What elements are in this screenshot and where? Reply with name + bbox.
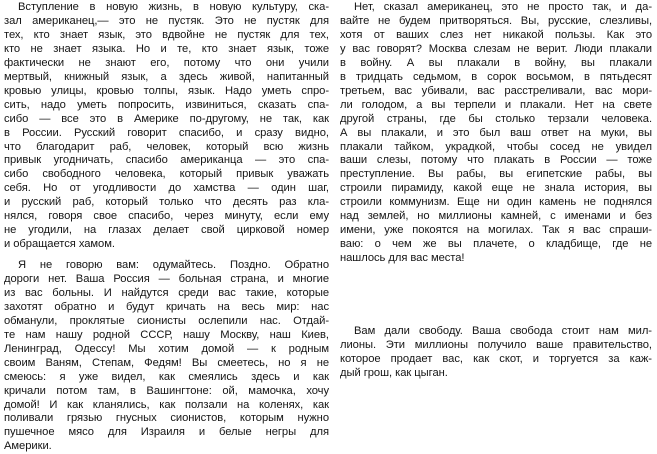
text-line: те нам нашу родной СССР, нашу Москву, наш Киев,: [4, 328, 329, 341]
text-line: нялся, говоря свое спасибо, через минуту, если ему: [4, 210, 329, 223]
text-line: сибо свободного человека, который привык уважать: [4, 168, 329, 181]
text-line: Я не говорю вам: одумайтесь. Поздно. Обратно: [18, 259, 329, 271]
text-line: зал американец,— это не пустяк. Это не пустяк для: [4, 14, 329, 27]
text-line: Ленинград, Одессу! Мы хотим домой — к родным: [4, 342, 329, 355]
text-line: и русский раб, который только что десять раз кла-: [4, 196, 329, 209]
text-line: ваши слезы, потому что плакать в России — тоже: [340, 154, 652, 167]
right-paragraph-1: [340, 1, 652, 266]
text-line: обманули, проклятые сионисты ослепили нас. Отдай-: [4, 314, 329, 327]
text-line: строили коммунизм. Еще ни один камень не поднялся: [340, 196, 652, 209]
text-line: третьем, вас убивали, вас расстреливали, вас мори-: [340, 84, 652, 97]
text-line: сить, надо уметь попросить, извиниться, сказать спа-: [4, 98, 329, 111]
text-line: у вас говорят? Москва слезам не верит. Люди плакали: [340, 42, 652, 55]
right-paragraph-2: [340, 325, 652, 381]
text-line: мертвый, книжный язык, а здесь живой, напитанный: [4, 70, 329, 83]
text-line: в тридцать седьмом, в сорок восьмом, в пятьдесят: [340, 70, 652, 83]
text-line: плакали тайком, украдкой, чтобы сосед не увидел: [340, 140, 652, 153]
left-paragraph-1: [4, 1, 329, 252]
text-line: имени, уже покоятся на могилах. Так я вас спраши-: [340, 224, 652, 237]
text-line: в России. Русский говорит спасибо, и сразу видно,: [4, 126, 329, 139]
text-line: кто не знает языка. Но и те, кто знает язык, тоже: [4, 42, 329, 55]
text-line: Вступление в новую жизнь, в новую культуру, ска-: [18, 1, 329, 13]
text-line: нашлось для вас места!: [340, 252, 465, 265]
text-line: лионы. Эти миллионы получило ваше правительство,: [340, 338, 652, 351]
text-line: хотя от ваших слез нет никакой пользы. Как это: [340, 28, 652, 41]
text-line: вайте не будем притворяться. Вы, русские, слезливы,: [340, 14, 652, 27]
text-line: Вам дали свободу. Ваша свобода стоит нам мил-: [354, 325, 652, 337]
text-line: строили пирамиду, какой еще не знала история, вы: [340, 182, 652, 195]
text-line: Нет, сказал американец, это не просто так, и да-: [354, 1, 652, 13]
text-line: дороги нет. Ваша Россия — больная страна, и многие: [4, 272, 329, 285]
text-line: поливали грязью гнусных сионистов, которым нужно: [4, 412, 329, 425]
text-line: над землей, но миллионы камней, с именами и без: [340, 210, 652, 223]
text-line: себя. Но от угодливости до хамства — один шаг,: [4, 182, 329, 195]
text-line: из вас больны. И найдутся среди вас такие, которые: [4, 286, 329, 299]
left-paragraph-2: [4, 259, 329, 454]
text-line: ваю: о чем же вы плачете, о кладбище, где не: [340, 238, 652, 251]
text-line: фактически не знают его, потому что они учили: [4, 56, 329, 69]
text-line: и обращается хамом.: [4, 238, 115, 251]
text-line: тех, кто знает язык, это вдвойне не пустяк для тех,: [4, 28, 329, 41]
text-line: не угодили, на глазах делает свой цирковой номер: [4, 224, 329, 237]
text-line: в войну. А вы плакали в войну, вы плакали: [340, 56, 652, 69]
text-line: преступление. Вы рабы, вы египетские рабы, вы: [340, 168, 652, 181]
text-line: которое продает вас, как скот, и торгуется за каж-: [340, 352, 652, 365]
text-line: кричали потом там, в Вашингтоне: ой, мамочка, хочу: [4, 384, 329, 397]
text-line: пушечное мясо для Израиля и белые негры для: [4, 426, 329, 439]
text-line: смеюсь: я уже видел, как смеялись здесь и как: [4, 370, 329, 383]
text-line: своим Ваням, Степам, Федям! Вы смеетесь, но я не: [4, 356, 329, 369]
text-line: другой страны, где бы столько терзали человека.: [340, 112, 652, 125]
text-line: сибо — все это в Америке по-другому, не так, как: [4, 112, 329, 125]
text-line: что благодарит раб, человек, который всю жизнь: [4, 140, 329, 153]
text-line: ли голодом, а вы терпели и плакали. Нет на свете: [340, 98, 652, 111]
text-line: дый грош, как цыган.: [340, 366, 448, 379]
text-line: кровью улицы, кровью толпы, язык. Надо уметь спро-: [4, 84, 329, 97]
text-line: привык угодничать, спасибо американца — это спа-: [4, 154, 329, 167]
text-line: Америки.: [4, 440, 52, 453]
text-line: захотят обратно и будут кричать на весь мир: нас: [4, 300, 329, 313]
text-line: А вы плакали, и это был ваш ответ на муки, вы: [340, 126, 652, 139]
text-line: домой! И как кланялись, как ползали на коленях, как: [4, 398, 329, 411]
